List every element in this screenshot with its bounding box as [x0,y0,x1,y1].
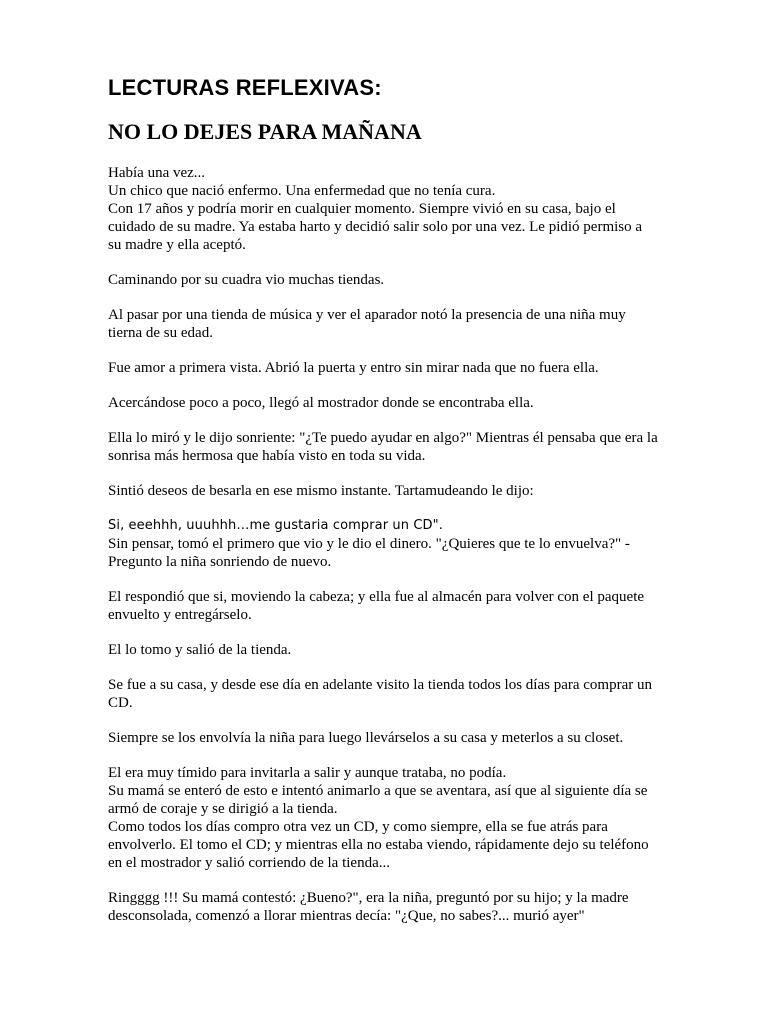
story-line: su madre y ella aceptó. [108,237,246,253]
paragraph-gap [108,465,688,482]
paragraph-gap [108,412,688,429]
story-line: desconsolada, comenzó a llorar mientras decía: "¿Que, no sabes?... murió ayer" [108,908,585,924]
story-line: El era muy tímido para invitarla a salir y aunque trataba, no podía. [108,765,507,781]
story-line: en el mostrador y salió corriendo de la tienda... [108,855,390,871]
story-body [108,164,688,925]
story-line: armó de coraje y se dirigió a la tienda. [108,801,338,817]
paragraph-gap [108,254,688,271]
story-line: sonrisa más hermosa que había visto en toda su vida. [108,448,426,464]
story-line: Un chico que nació enfermo. Una enfermedad que no tenía cura. [108,183,496,199]
paragraph-gap [108,289,688,306]
story-line: Pregunto la niña sonriendo de nuevo. [108,554,332,570]
story-line: El respondió que si, moviendo la cabeza; y ella fue al almacén para volver con el paquete [108,589,645,605]
paragraph-gap [108,624,688,641]
story-line: Siempre se los envolvía la niña para luego llevárselos a su casa y meterlos a su closet. [108,730,624,746]
paragraph-gap [108,377,688,394]
story-line: Caminando por su cuadra vio muchas tiendas. [108,272,385,288]
story-line: envuelto y entregárselo. [108,607,252,623]
paragraph-gap [108,659,688,676]
story-line: Su mamá se enteró de esto e intentó animarlo a que se aventara, así que al siguiente día se [108,783,648,799]
story-line: Con 17 años y podría morir en cualquier momento. Siempre vivió en su casa, bajo el [108,201,616,217]
story-line: CD. [108,695,133,711]
story-line: Al pasar por una tienda de música y ver el aparador notó la presencia de una niña muy [108,307,626,323]
story-line: Como todos los días compro otra vez un CD, y como siempre, ella se fue atrás para [108,819,608,835]
story-line: El lo tomo y salió de la tienda. [108,642,292,658]
section-title: LECTURAS REFLEXIVAS: [108,75,382,100]
paragraph-gap [108,342,688,359]
paragraph-gap [108,571,688,588]
story-line: Acercándose poco a poco, llegó al mostrador donde se encontraba ella. [108,395,534,411]
story-line: Ella lo miró y le dijo sonriente: "¿Te puedo ayudar en algo?" Mientras él pensaba que era la [108,430,658,446]
story-line: Fue amor a primera vista. Abrió la puerta y entro sin mirar nada que no fuera ella. [108,360,599,376]
story-line: cuidado de su madre. Ya estaba harto y decidió salir solo por una vez. Le pidió permiso a [108,219,643,235]
story-line: envolverlo. El tomo el CD; y mientras ella no estaba viendo, rápidamente dejo su teléfono [108,837,649,853]
story-line: Si, eeehhh, uuuhhh…me gustaria comprar un CD". [108,518,443,533]
story-title: NO LO DEJES PARA MAÑANA [108,119,422,144]
story-line: Había una vez... [108,165,206,181]
paragraph-gap [108,872,688,889]
story-line: Sintió deseos de besarla en ese mismo instante. Tartamudeando le dijo: [108,483,534,499]
paragraph-gap [108,500,688,517]
story-line: Sin pensar, tomó el primero que vio y le dio el dinero. "¿Quieres que te lo envuelva?" - [108,536,630,552]
paragraph-gap [108,712,688,729]
story-line: Se fue a su casa, y desde ese día en adelante visito la tienda todos los días para comprar un [108,677,652,693]
paragraph-gap [108,747,688,764]
story-line: Ringggg !!! Su mamá contestó: ¿Bueno?", era la niña, preguntó por su hijo; y la madre [108,890,629,906]
story-line: tierna de su edad. [108,325,213,341]
